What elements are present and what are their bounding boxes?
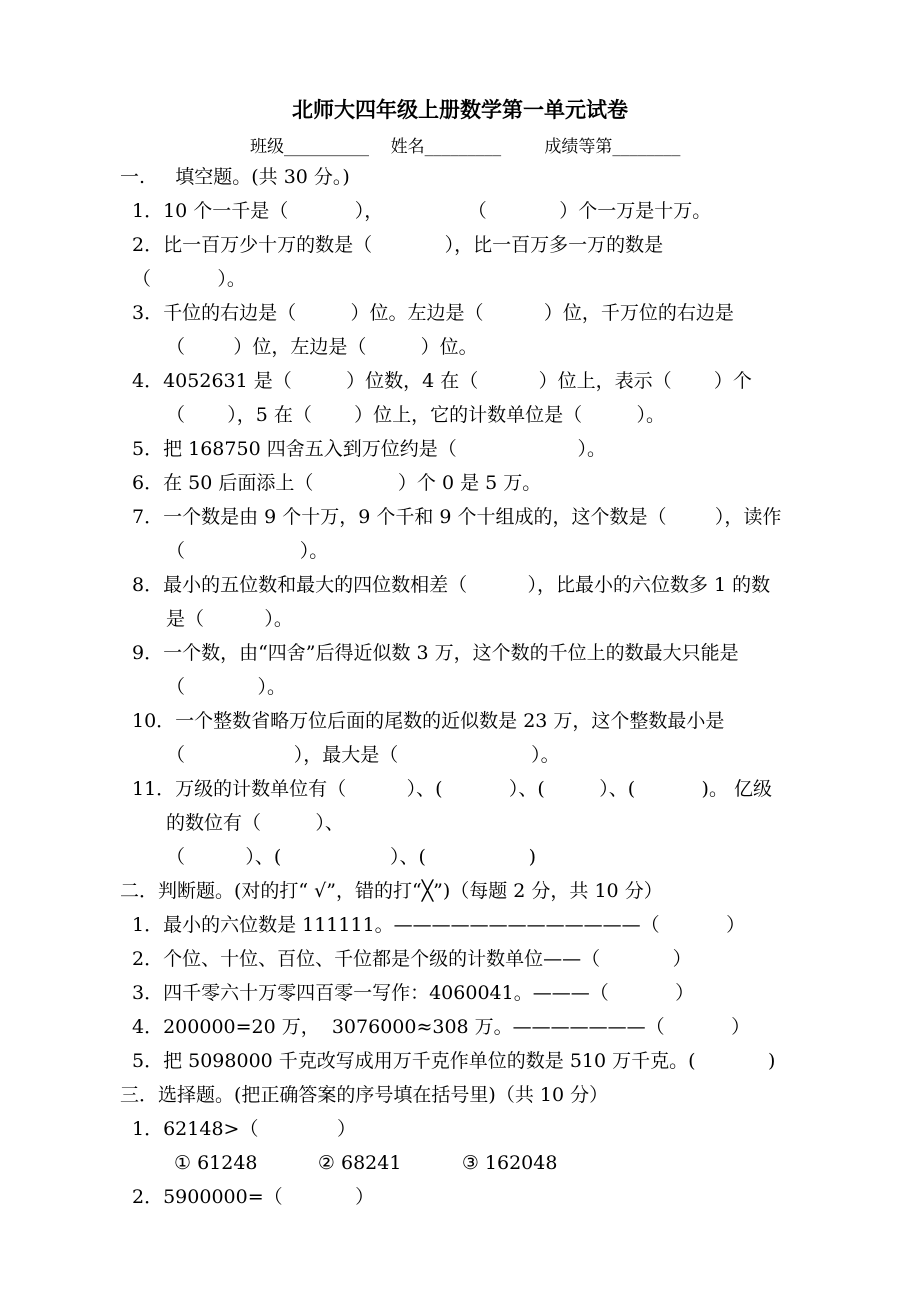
question-4-line-1: 4．4052631 是（ ）位数，4 在（ ）位上，表示（ ）个 (132, 370, 752, 392)
question-11-line-2: 的数位有（ ）、 (166, 812, 344, 834)
section-heading-true-false: 二．判断题。(对的打“ √”，错的打“╳”)（每题 2 分，共 10 分） (120, 880, 663, 902)
page-title: 北师大四年级上册数学第一单元试卷 (292, 97, 628, 122)
judge-question-3: 3．四千零六十万零四百零一写作：4060041。———（ ） (132, 982, 695, 1004)
section-heading-fill-blank: 一. 填空题。(共 30 分。) (120, 166, 350, 188)
question-10-line-2: （ ），最大是（ ）。 (166, 744, 560, 766)
question-5: 5．把 168750 四舍五入到万位约是（ ）。 (132, 438, 606, 460)
question-1: 1．10 个一千是（ ）， （ ）个一万是十万。 (132, 200, 712, 222)
judge-question-2: 2．个位、十位、百位、千位都是个级的计数单位——（ ） (132, 948, 692, 970)
student-info-line: 班级__________ 姓名_________ 成绩等第________ (250, 137, 681, 157)
question-2-line-1: 2．比一百万少十万的数是（ ），比一百万多一万的数是 (132, 234, 664, 256)
judge-question-5: 5．把 5098000 千克改写成用万千克作单位的数是 510 万千克。( ) (132, 1050, 776, 1072)
question-7-line-1: 7．一个数是由 9 个十万，9 个千和 9 个十组成的，这个数是（ ），读作 (132, 506, 782, 528)
section-heading-multiple-choice: 三．选择题。(把正确答案的序号填在括号里)（共 10 分） (120, 1084, 609, 1106)
choice-question-1-options: ① 61248 ② 68241 ③ 162048 (174, 1152, 558, 1174)
question-10-line-1: 10．一个整数省略万位后面的尾数的近似数是 23 万，这个整数最小是 (132, 710, 725, 732)
question-11-line-3: （ ）、( ）、( ) (166, 846, 537, 868)
question-8-line-1: 8．最小的五位数和最大的四位数相差（ ），比最小的六位数多 1 的数 (132, 574, 771, 596)
question-3-line-1: 3．千位的右边是（ ）位。左边是（ ）位，千万位的右边是 (132, 302, 734, 324)
question-9-line-1: 9．一个数，由“四舍”后得近似数 3 万，这个数的千位上的数最大只能是 (132, 642, 739, 664)
question-9-line-2: （ ）。 (166, 676, 286, 698)
choice-question-2: 2．5900000=（ ） (132, 1186, 375, 1208)
choice-question-1: 1．62148>（ ） (132, 1118, 356, 1140)
question-2-line-2: （ ）。 (132, 268, 246, 290)
question-7-line-2: （ ）。 (166, 540, 329, 562)
question-3-line-2: （ ）位，左边是（ ）位。 (166, 336, 478, 358)
question-6: 6．在 50 后面添上（ ）个 0 是 5 万。 (132, 472, 542, 494)
judge-question-1: 1．最小的六位数是 111111。—————————————（ ） (132, 914, 746, 936)
question-8-line-2: 是（ ）。 (166, 608, 293, 630)
judge-question-4: 4．200000=20 万， 3076000≈308 万。———————（ ） (132, 1016, 751, 1038)
question-11-line-1: 11．万级的计数单位有（ ）、( ）、( ）、( )。 亿级 (132, 778, 772, 800)
question-4-line-2: （ ），5 在（ ）位上，它的计数单位是（ ）。 (166, 404, 666, 426)
